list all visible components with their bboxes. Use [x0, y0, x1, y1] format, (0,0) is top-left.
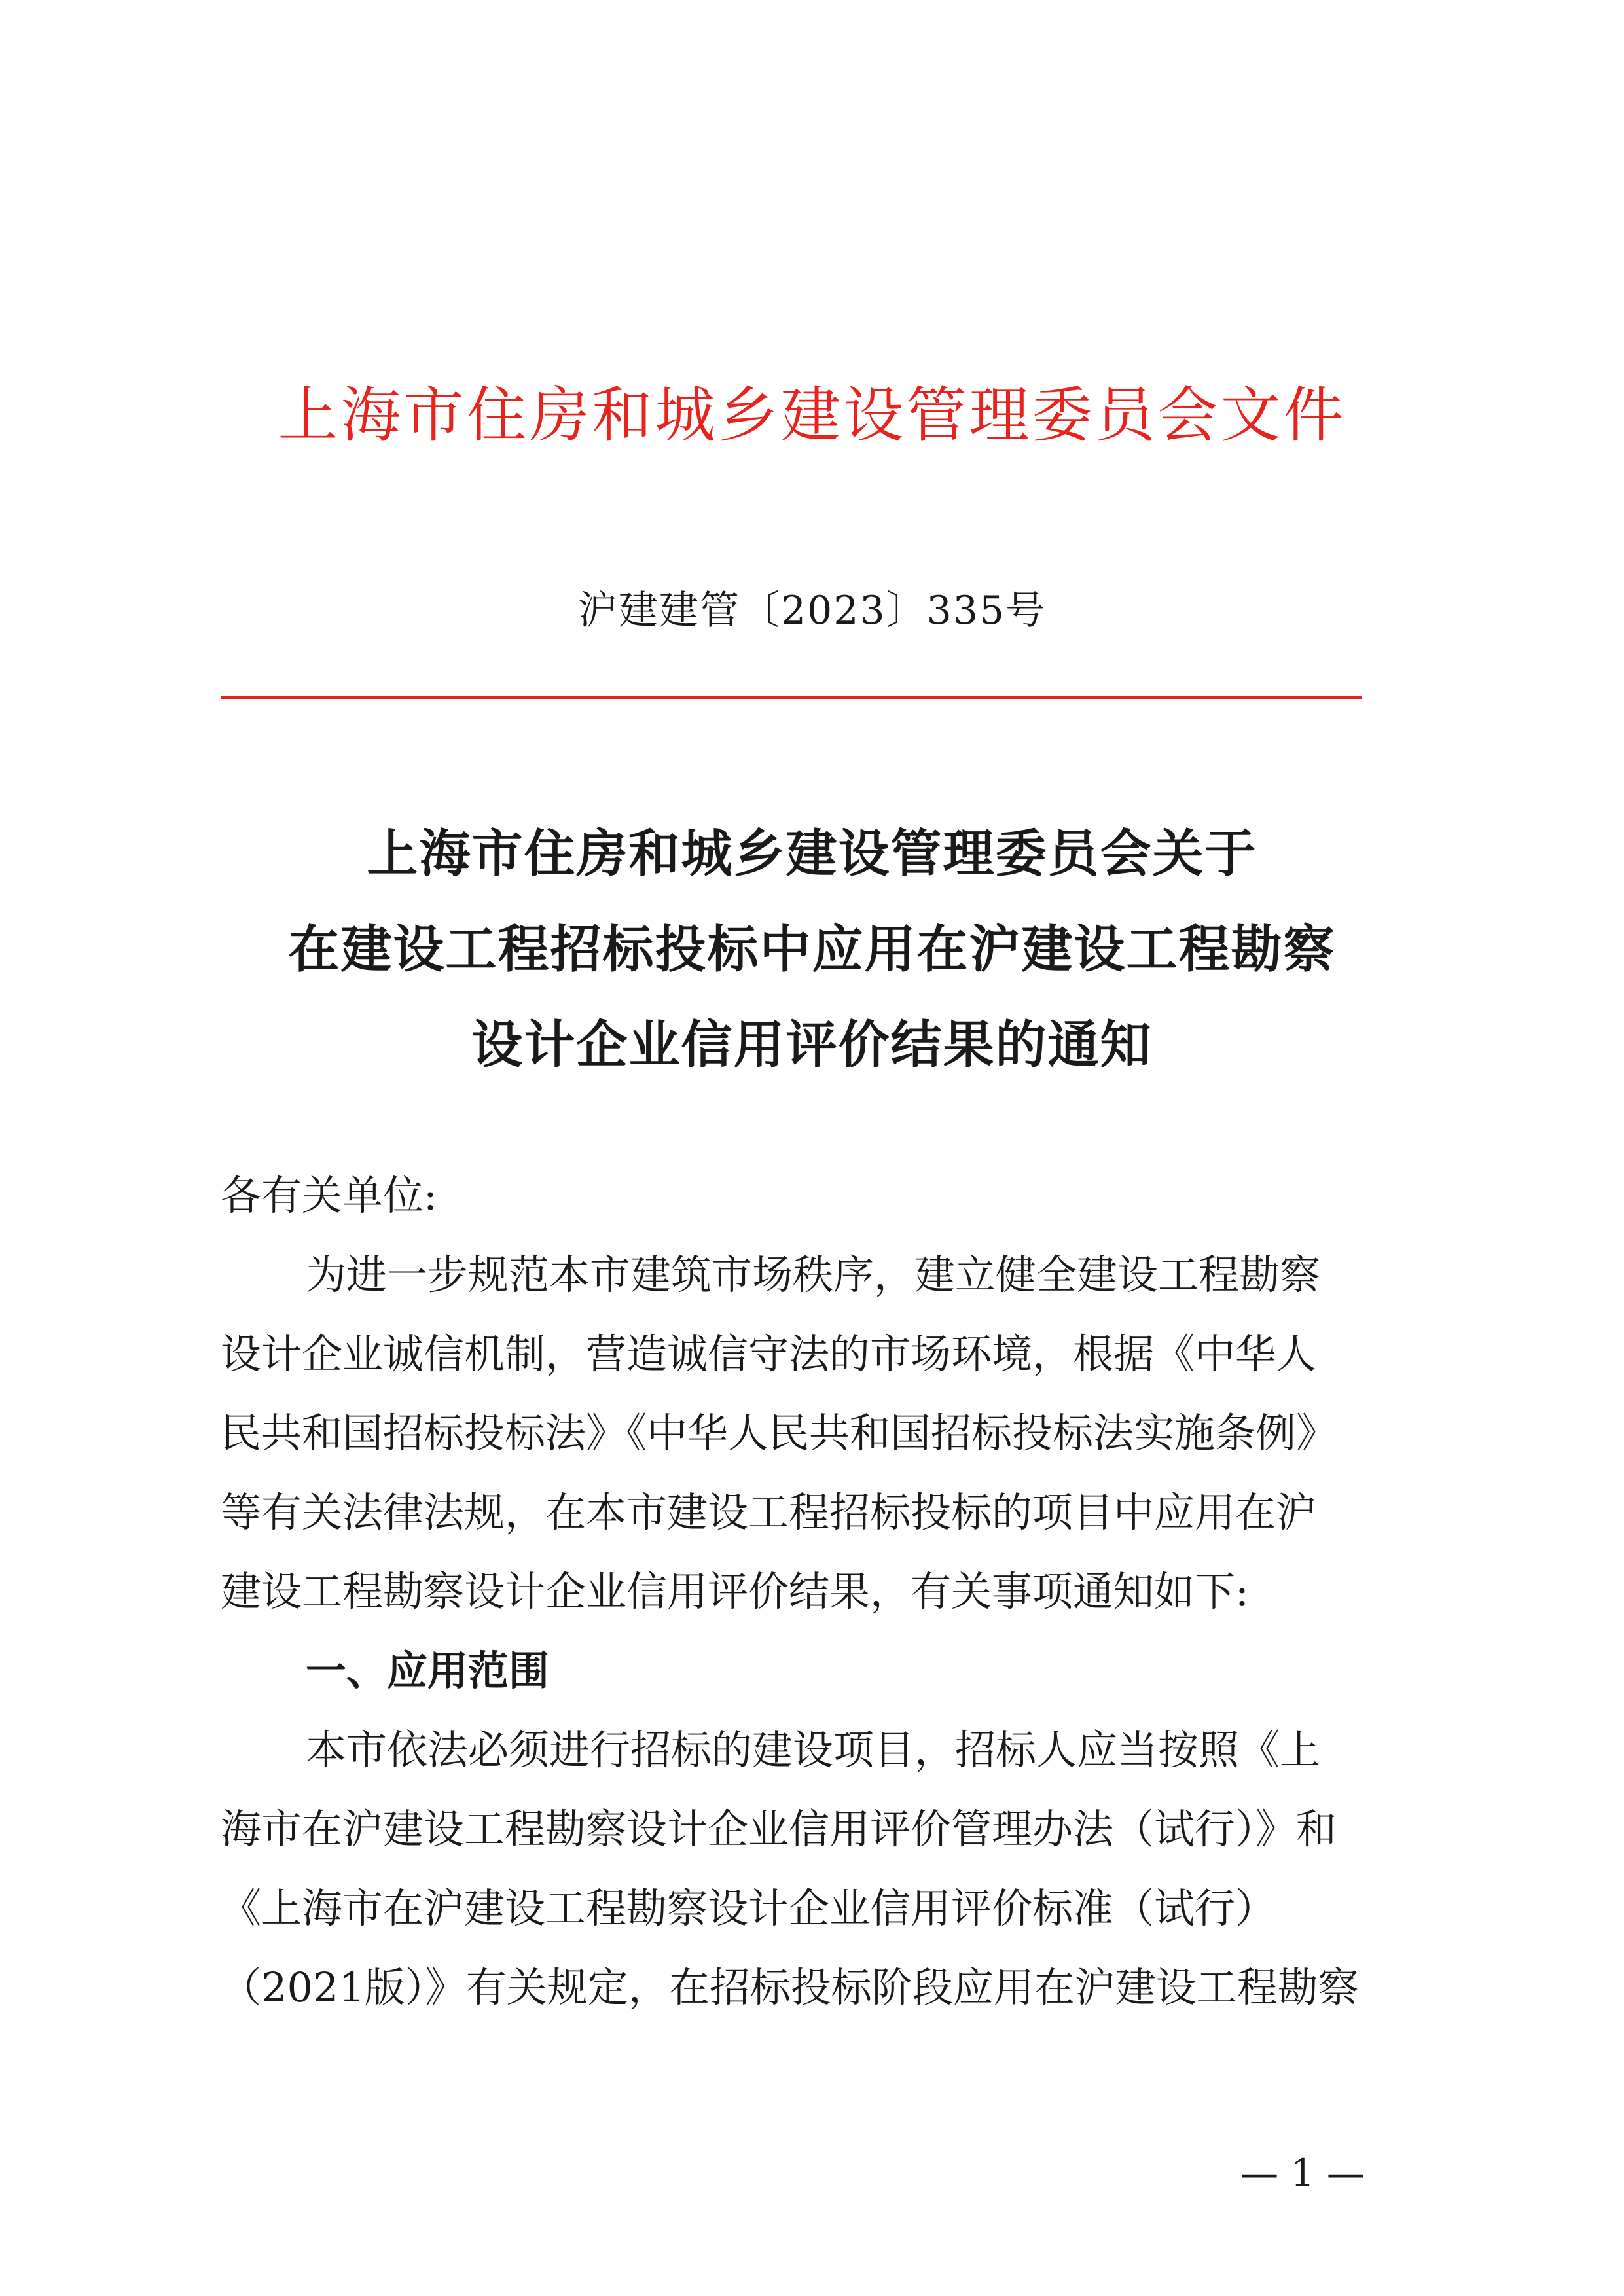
notice-title-line: 上海市住房和城乡建设管理委员会关于 — [367, 824, 1257, 884]
paragraph-line: 本市依法必须进行招标的建设项目，招标人应当按照《上 — [306, 1726, 1321, 1774]
notice-title — [0, 806, 1624, 1093]
red-divider-line — [221, 696, 1362, 699]
paragraph-line: 等有关法律法规，在本市建设工程招标投标的项目中应用在沪 — [221, 1488, 1317, 1536]
salutation: 各有关单位: — [221, 1172, 437, 1219]
document-header-title: 上海市住房和城乡建设管理委员会文件 — [278, 380, 1346, 450]
section-heading: 一、应用范围 — [306, 1647, 550, 1695]
notice-title-line: 设计企业信用评价结果的通知 — [471, 1015, 1153, 1075]
paragraph-line: 建设工程勘察设计企业信用评价结果，有关事项通知如下: — [221, 1568, 1249, 1615]
paragraph-line: 海市在沪建设工程勘察设计企业信用评价管理办法（试行）》和 — [221, 1805, 1337, 1853]
paragraph-line: 《上海市在沪建设工程勘察设计企业信用评价标准（试行） — [221, 1884, 1276, 1932]
document-body — [221, 1156, 1412, 2027]
paragraph-line: 设计企业诚信机制，营造诚信守法的市场环境，根据《中华人 — [221, 1330, 1317, 1378]
document-number: 沪建建管〔2023〕335号 — [577, 588, 1047, 634]
paragraph-line: 为进一步规范本市建筑市场秩序，建立健全建设工程勘察 — [306, 1251, 1321, 1299]
page-number: — 1 — — [1240, 2151, 1365, 2195]
paragraph-line: （2021版）》有关规定，在招标投标阶段应用在沪建设工程勘察 — [221, 1964, 1359, 2011]
notice-title-line: 在建设工程招标投标中应用在沪建设工程勘察 — [288, 920, 1336, 979]
paragraph-line: 民共和国招标投标法》《中华人民共和国招标投标法实施条例》 — [221, 1409, 1337, 1457]
